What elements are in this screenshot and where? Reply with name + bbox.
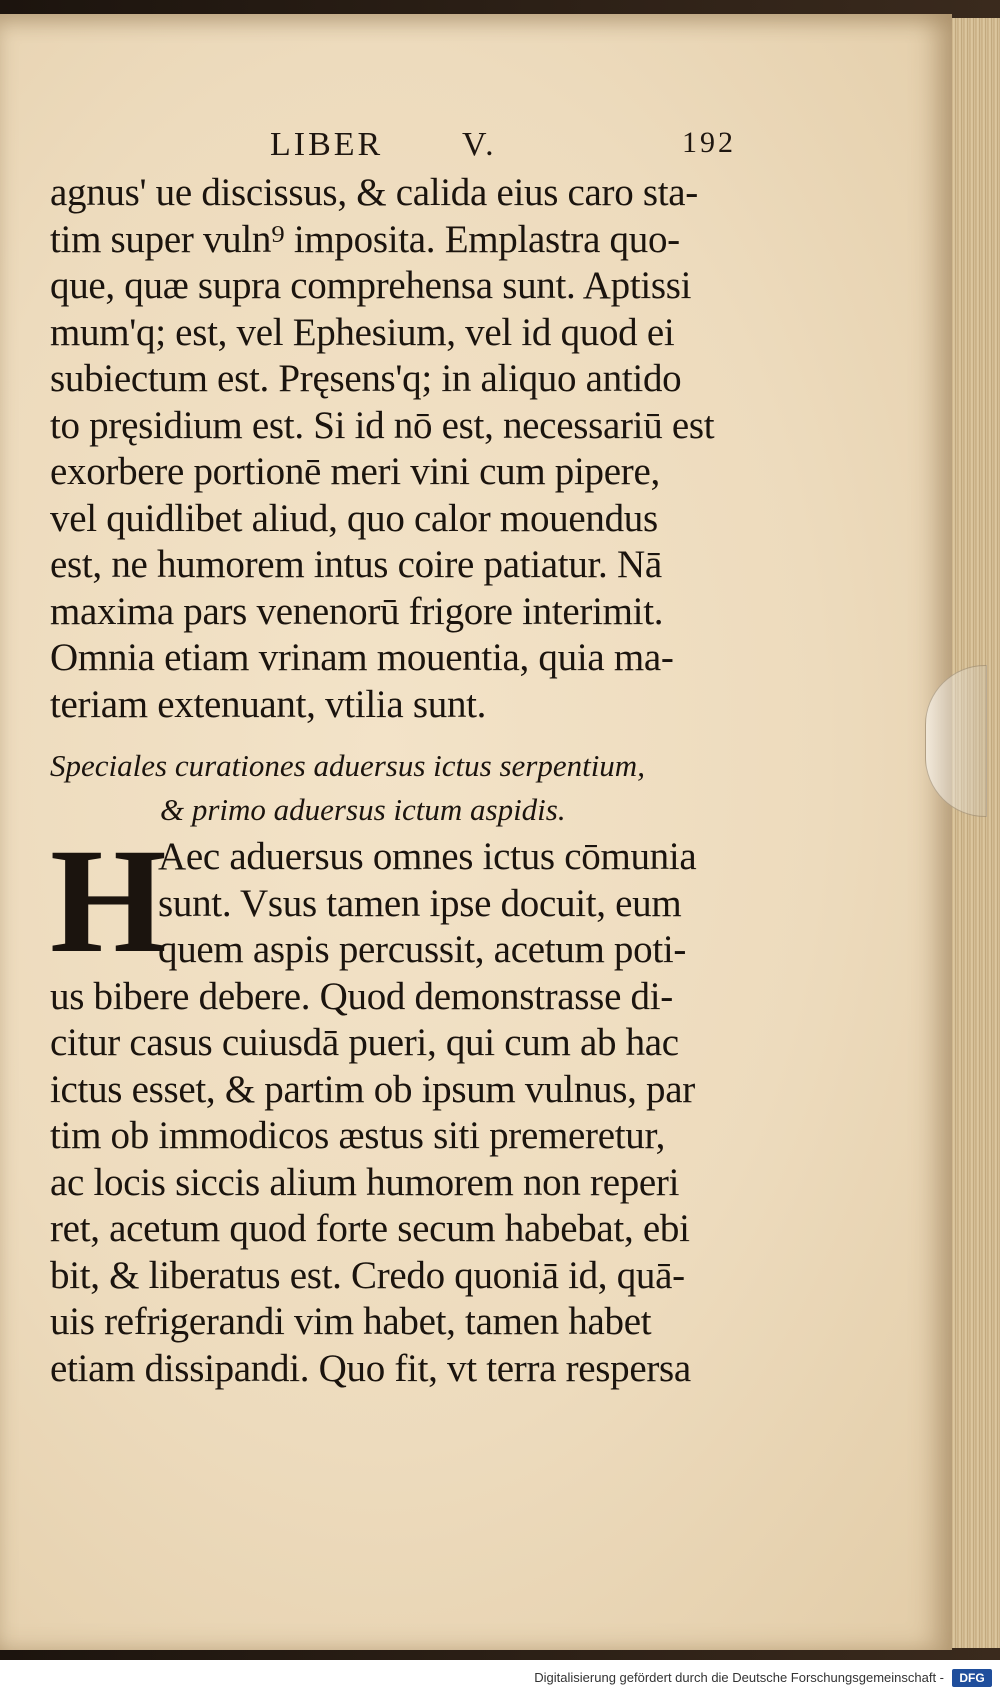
text-line: vel quidlibet aliud, quo calor mouendus [50,496,658,540]
book-number: V. [462,126,497,163]
text-line: exorbere portionē meri vini cum pipere, [50,450,660,493]
text-line: est, ne humorem intus coire patiatur. Nā [50,543,662,586]
dfg-logo: DFG [952,1669,992,1687]
text-line: bit, & liberatus est. Credo quoniā id, quā- [50,1253,685,1297]
heading-line: Speciales curationes aduersus ictus serpentium, [50,748,645,783]
running-title: LIBER [270,126,384,163]
text-line: sunt. Vsus tamen ipse docuit, eum [158,881,682,925]
book-page [0,14,952,1650]
text-line: uis refrigerandi vim habet, tamen habet [50,1300,652,1343]
drop-capital: H [50,818,167,984]
text-line: Omnia etiam vrinam mouentia, quia ma- [50,636,674,679]
text-line: ictus esset, & partim ob ipsum vulnus, par [50,1067,695,1111]
paragraph-1 [50,170,750,728]
text-line: subiectum est. Pręsens'q; in aliquo antido [50,357,682,400]
text-line: teriam extenuant, vtilia sunt. [50,682,487,726]
text-line: quem aspis percussit, acetum poti- [158,928,687,971]
text-line: tim super vuln⁹ imposita. Emplastra quo- [50,217,680,261]
text-line: agnus' ue discissus, & calida eius caro sta- [50,171,698,214]
funding-notice: Digitalisierung gefördert durch die Deutsche Forschungsgemeinschaft - [534,1670,944,1685]
running-header [270,126,750,166]
paragraph-2 [50,818,760,1392]
text-line: que, quæ supra comprehensa sunt. Aptissi [50,264,692,307]
text-line: mum'q; est, vel Ephesium, vel id quod ei [50,310,675,354]
text-line: us bibere debere. Quod demonstrasse di- [50,974,673,1018]
text-line: ret, acetum quod forte secum habebat, ebi [50,1207,690,1250]
text-line: maxima pars venenorū frigore interimit. [50,589,664,633]
text-line: ac locis siccis alium humorem non reperi [50,1160,680,1204]
heading-line: & primo aduersus ictum aspidis. [160,792,566,827]
text-line: etiam dissipandi. Quo fit, vt terra respersa [50,1346,691,1390]
footer-bar [0,1660,1000,1698]
text-line: Aec aduersus omnes ictus cōmunia [158,835,697,878]
folio-number: 192 [682,126,736,159]
text-line: tim ob immodicos æstus siti premeretur, [50,1114,666,1157]
text-line: citur casus cuiusdā pueri, qui cum ab hac [50,1021,679,1064]
text-line: to pręsidium est. Si id nō est, necessariū est [50,403,715,447]
